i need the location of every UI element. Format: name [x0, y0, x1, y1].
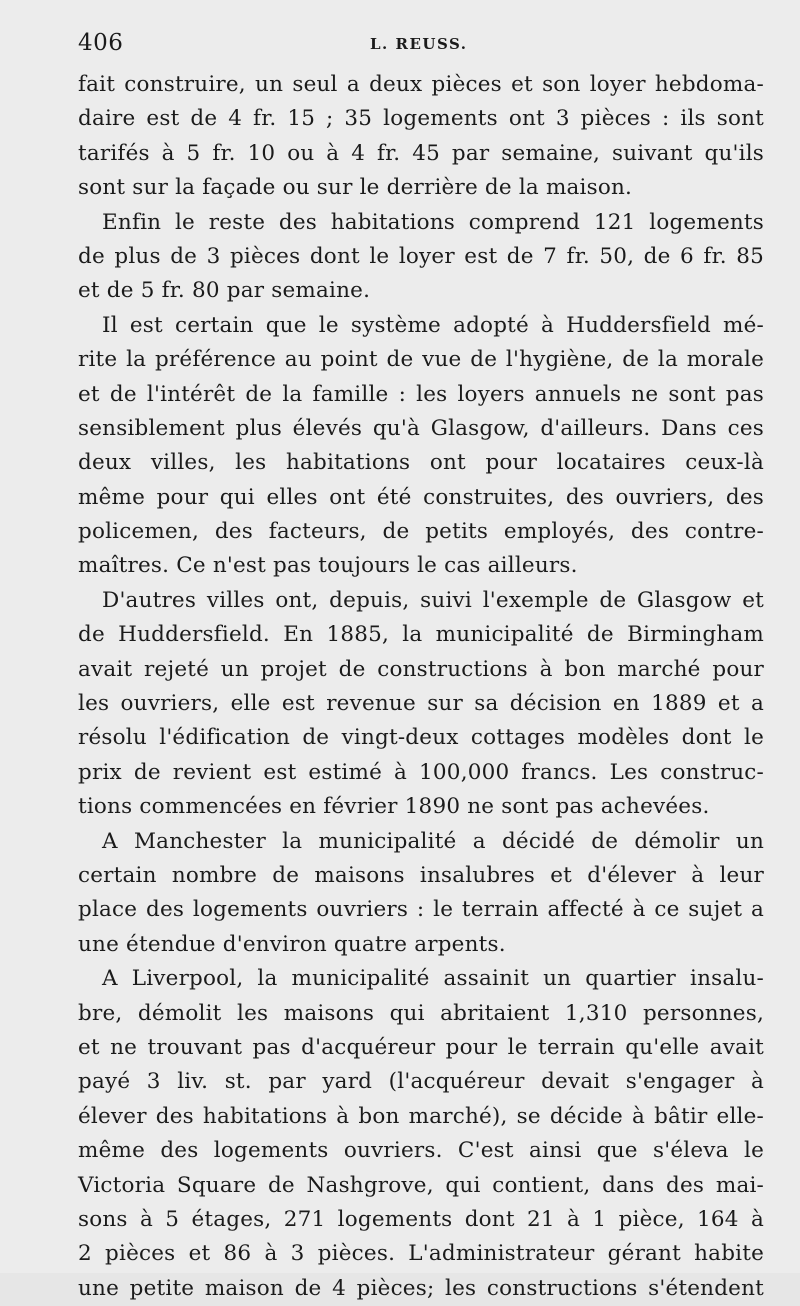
text-line: A Manchester la municipalité a décidé de démolir un: [102, 828, 764, 854]
text-line: sons à 5 étages, 271 logements dont 21 à 1 pièce, 164 à: [78, 1206, 764, 1232]
text-line: tions commencées en février 1890 ne sont pas achevées.: [78, 794, 710, 820]
text-line: et ne trouvant pas d'acquéreur pour le terrain qu'elle avait: [78, 1034, 764, 1060]
text-line: maîtres. Ce n'est pas toujours le cas ailleurs.: [78, 553, 578, 579]
body-text: [78, 68, 764, 1306]
text-line: sont sur la façade ou sur le derrière de la maison.: [78, 175, 633, 201]
text-line: payé 3 liv. st. par yard (l'acquéreur devait s'engager à: [78, 1069, 764, 1095]
text-line: résolu l'édification de vingt-deux cottages modèles dont le: [78, 725, 764, 751]
text-line: daire est de 4 fr. 15 ; 35 logements ont 3 pièces : ils sont: [78, 106, 764, 132]
text-line: même pour qui elles ont été construites, des ouvriers, des: [78, 484, 764, 510]
text-line: deux villes, les habitations ont pour locataires ceux-là: [78, 450, 764, 476]
text-line: et de 5 fr. 80 par semaine.: [78, 278, 371, 304]
text-line: et de l'intérêt de la famille : les loyers annuels ne sont pas: [78, 381, 764, 407]
text-line: de plus de 3 pièces dont le loyer est de 7 fr. 50, de 6 fr. 85: [78, 243, 764, 269]
text-line: sensiblement plus élevés qu'à Glasgow, d'ailleurs. Dans ces: [78, 415, 764, 441]
page-number: 406: [78, 30, 124, 56]
text-line: une petite maison de 4 pièces; les constructions s'étendent: [78, 1275, 764, 1301]
page-header: [78, 30, 764, 60]
text-line: place des logements ouvriers : le terrain affecté à ce sujet a: [78, 897, 764, 923]
text-line: D'autres villes ont, depuis, suivi l'exemple de Glasgow et: [102, 587, 764, 613]
text-line: A Liverpool, la municipalité assainit un quartier insalu-: [102, 966, 764, 992]
text-line: prix de revient est estimé à 100,000 francs. Les construc-: [78, 759, 764, 785]
text-line: Victoria Square de Nashgrove, qui contient, dans des mai-: [78, 1172, 764, 1198]
text-line: certain nombre de maisons insalubres et d'élever à leur: [78, 862, 764, 888]
text-line: policemen, des facteurs, de petits employés, des contre-: [78, 519, 764, 545]
text-line: rite la préférence au point de vue de l'hygiène, de la morale: [78, 347, 764, 373]
text-line: avait rejeté un projet de constructions à bon marché pour: [78, 656, 764, 682]
text-line: une étendue d'environ quatre arpents.: [78, 931, 506, 957]
text-line: élever des habitations à bon marché), se décide à bâtir elle-: [78, 1103, 764, 1129]
text-line: fait construire, un seul a deux pièces et son loyer hebdoma-: [78, 72, 764, 97]
text-line: les ouvriers, elle est revenue sur sa décision en 1889 et a: [78, 691, 764, 717]
text-line: tarifés à 5 fr. 10 ou à 4 fr. 45 par semaine, suivant qu'ils: [78, 140, 764, 166]
text-line: de Huddersfield. En 1885, la municipalité de Birmingham: [78, 622, 764, 648]
text-line: bre, démolit les maisons qui abritaient 1,310 personnes,: [78, 1000, 764, 1026]
text-line: Il est certain que le système adopté à Huddersfield mé-: [102, 312, 764, 338]
text-line: 2 pièces et 86 à 3 pièces. L'administrateur gérant habite: [78, 1241, 764, 1267]
text-line: Enfin le reste des habitations comprend 121 logements: [102, 209, 764, 235]
text-line: même des logements ouvriers. C'est ainsi que s'éleva le: [78, 1138, 764, 1164]
running-head: L. REUSS.: [370, 35, 468, 53]
